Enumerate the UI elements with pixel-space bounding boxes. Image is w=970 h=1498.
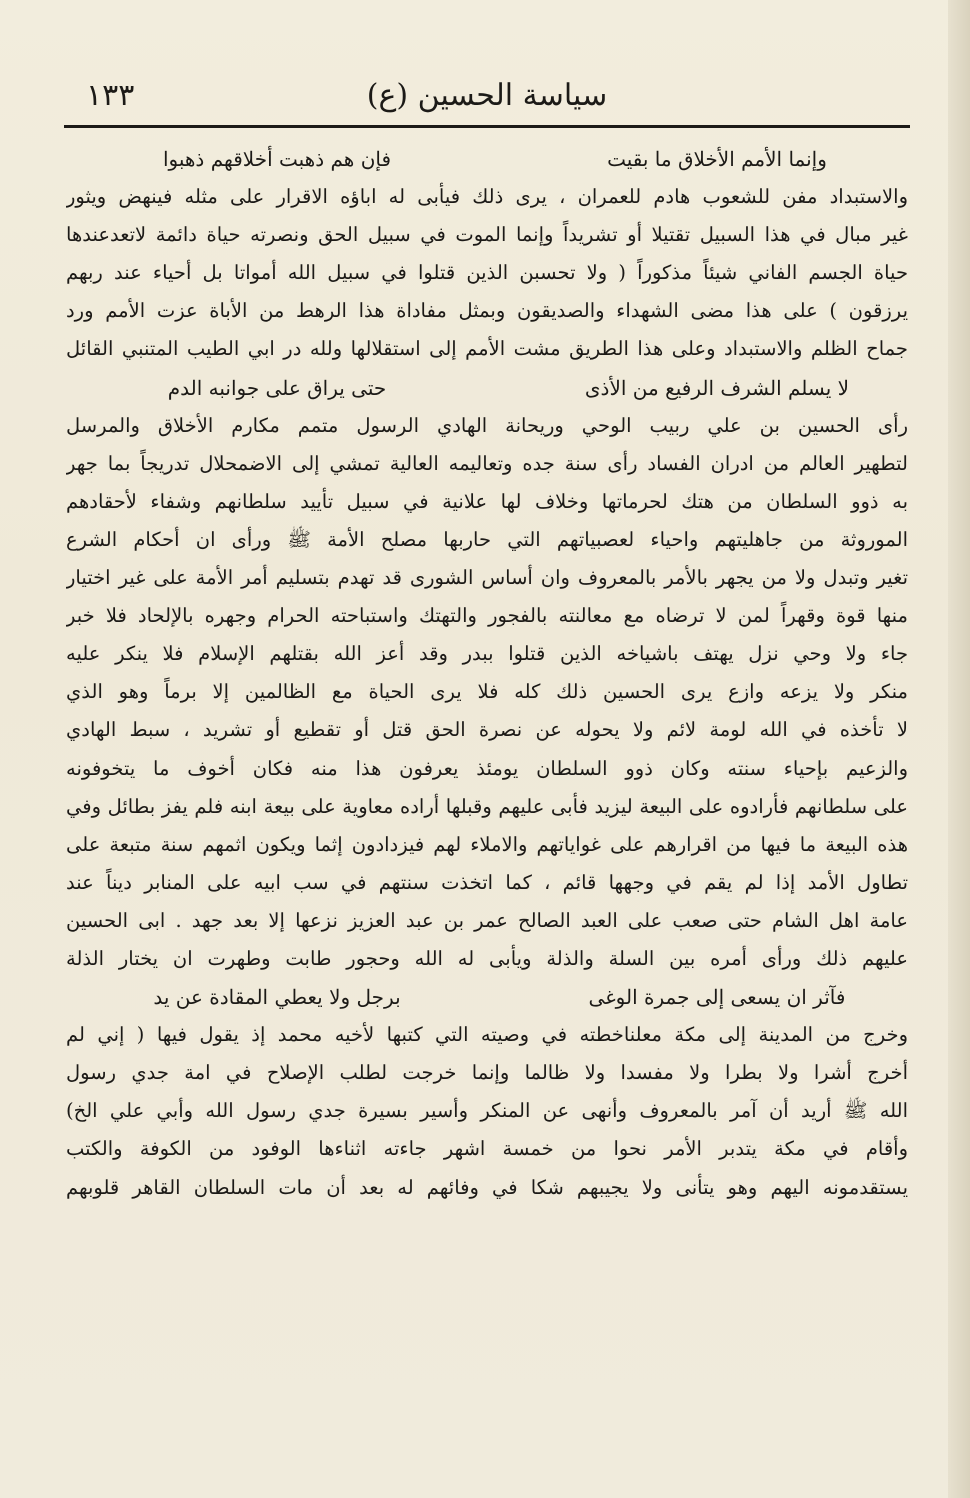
text-line: منها قوة وقهراً لمن لا ترضاه مع معالنته بالفجور والتهتك واستباحته الحرام وجهره بالإلحاد فلا خبر [66, 604, 908, 628]
text-line: جاء ولا وحي نزل يهتف باشياخه الذين قتلوا ببدر وقد أعز الله بقتلهم الإسلام فلا ينكر عليه [66, 642, 908, 666]
verse-second-hemistich: حتى يراق على جوانبه الدم [167, 375, 387, 400]
text-line: وأقام في مكة يتدبر الأمر نحوا من خمسة اشهر جاءته اثناءها الوفود من الكوفة والكتب [66, 1137, 908, 1161]
page-number: ١٣٣ [86, 78, 135, 113]
page-gutter [948, 0, 970, 1498]
text-line: هذه البيعة ما فيها من اقرارهم على غواياتهم والاملاء لهم فيزدادون إثما ويكون اثمهم سنة متبعة على [66, 832, 908, 856]
text-line: الله ﷺ أريد أن آمر بالمعروف وأنهى عن المنكر وأسير بسيرة جدي رسول الله وأبي علي الخ) [66, 1099, 908, 1123]
verse-first-hemistich: وإنما الأمم الأخلاق ما بقيت [607, 147, 827, 171]
text-line: يرزقون ) على هذا مضى الشهداء والصديقون وبمثل مفاداة هذا الرهط من الأباة عزت الأمم ورد [66, 299, 908, 323]
text-line: يستقدمونه اليهم وهو يتأنى ولا يجيبهم شكا في وفائهم له بعد أن مات السلطان القاهر قلوبهم [66, 1175, 908, 1199]
text-line: والاستبداد مفن للشعوب هادم للعمران ، يرى ذلك فيأبى له اباؤه الاقرار على مثله فينهض ويثور [66, 185, 908, 209]
text-line: عامة اهل الشام حتى صعب على العبد الصالح عمر بن عبد العزيز نزعها إلا بعد جهد . ابى الحسين [66, 908, 908, 932]
text-line: أخرج أشرا ولا بطرا ولا مفسدا ولا ظالما وإنما خرجت لطلب الإصلاح في امة جدي رسول [66, 1061, 908, 1085]
text-line: رأى الحسين بن علي ربيب الوحي وريحانة الهادي الرسول متمم مكارم الأخلاق والمرسل [66, 413, 908, 437]
verse-second-hemistich: فإن هم ذهبت أخلاقهم ذهبوا [162, 147, 392, 171]
text-line: وخرج من المدينة إلى مكة معلناخطته في وصيته التي كتبها لأخيه محمد إذ يقول فيها ( إني لم [66, 1023, 908, 1047]
text-line: لا تأخذه في الله لومة لائم ولا يحوله عن نصرة الحق قتل أو تقطيع أو تشريد ، سبط الهادي [66, 718, 908, 742]
text-line: جماح الظلم والاستبداد وعلى هذا الطريق مشت الأمم إلى استقلالها ولله در ابي الطيب المتنبي القائل [66, 337, 908, 361]
text-line: لتطهير العالم من ادران الفساد رأى سنة جده وتعاليمه العالية تمشي إلى الاضمحلال تدريجاً بما جهر [66, 451, 908, 475]
verse-line [66, 978, 908, 1016]
text-line: تغير وتبدل ولا من يجهر بالأمر بالمعروف وان أساس الشورى قد تهدم بتسليم أمر الأمة على غير اختيار [66, 566, 908, 590]
verse-first-hemistich: فآثر ان يسعى إلى جمرة الوغى [588, 985, 846, 1010]
text-line: والزعيم بإحياء سنته وكان ذوو السلطان يومئذ يعرفون هذا منه فكان أخوف ما يتخوفونه [66, 756, 908, 780]
running-title: سياسة الحسين (ع) [366, 78, 608, 113]
text-line: الموروثة من جاهليتهم واحياء لعصبياتهم التي حاربها مصلح الأمة ﷺ ورأى ان أحكام الشرع [66, 527, 908, 551]
text-line: عليهم ذلك ورأى أمره بين السلة والذلة ويأبى له الله وحجور طابت وطهرت ان يختار الذلة [66, 946, 908, 970]
verse-line [66, 140, 908, 178]
verse-line [66, 369, 908, 407]
text-line: غير مبال في هذا السبيل تقتيلا أو تشريداً وإنما الموت في سبيل الحق ونصرته حياة دائمة لاتعدعندها [66, 223, 908, 247]
verse-second-hemistich: برجل ولا يعطي المقادة عن يد [153, 985, 401, 1010]
text-line: منكر ولا يزعه وازع يرى الحسين ذلك كله فلا يرى الحياة مع الظالمين إلا برماً وهو الذي [66, 680, 908, 704]
body-text [66, 140, 908, 1207]
text-line: على سلطانهم فأرادوه على البيعة ليزيد فأبى عليهم وقبلها أراده معاوية على بيعة ابنه فلم يفز بطائل وفي [66, 794, 908, 818]
text-line: به ذوو السلطان من هتك لحرماتها وخلاف لها علانية في سبيل تأييد سلطانهم وشفاء لأحقادهم [66, 489, 908, 513]
header-rule [64, 125, 910, 128]
text-line: تطاول الأمد إذا لم يقم في وجهها قائم ، كما اتخذت سنتهم في سب ابيه على المنابر ديناً عند [66, 870, 908, 894]
page-header [64, 70, 910, 122]
text-line: حياة الجسم الفاني شيئاً مذكوراً ( ولا تحسبن الذين قتلوا في سبيل الله أمواتا بل أحياء عند ربهم [66, 261, 908, 285]
verse-first-hemistich: لا يسلم الشرف الرفيع من الأذى [584, 375, 850, 400]
